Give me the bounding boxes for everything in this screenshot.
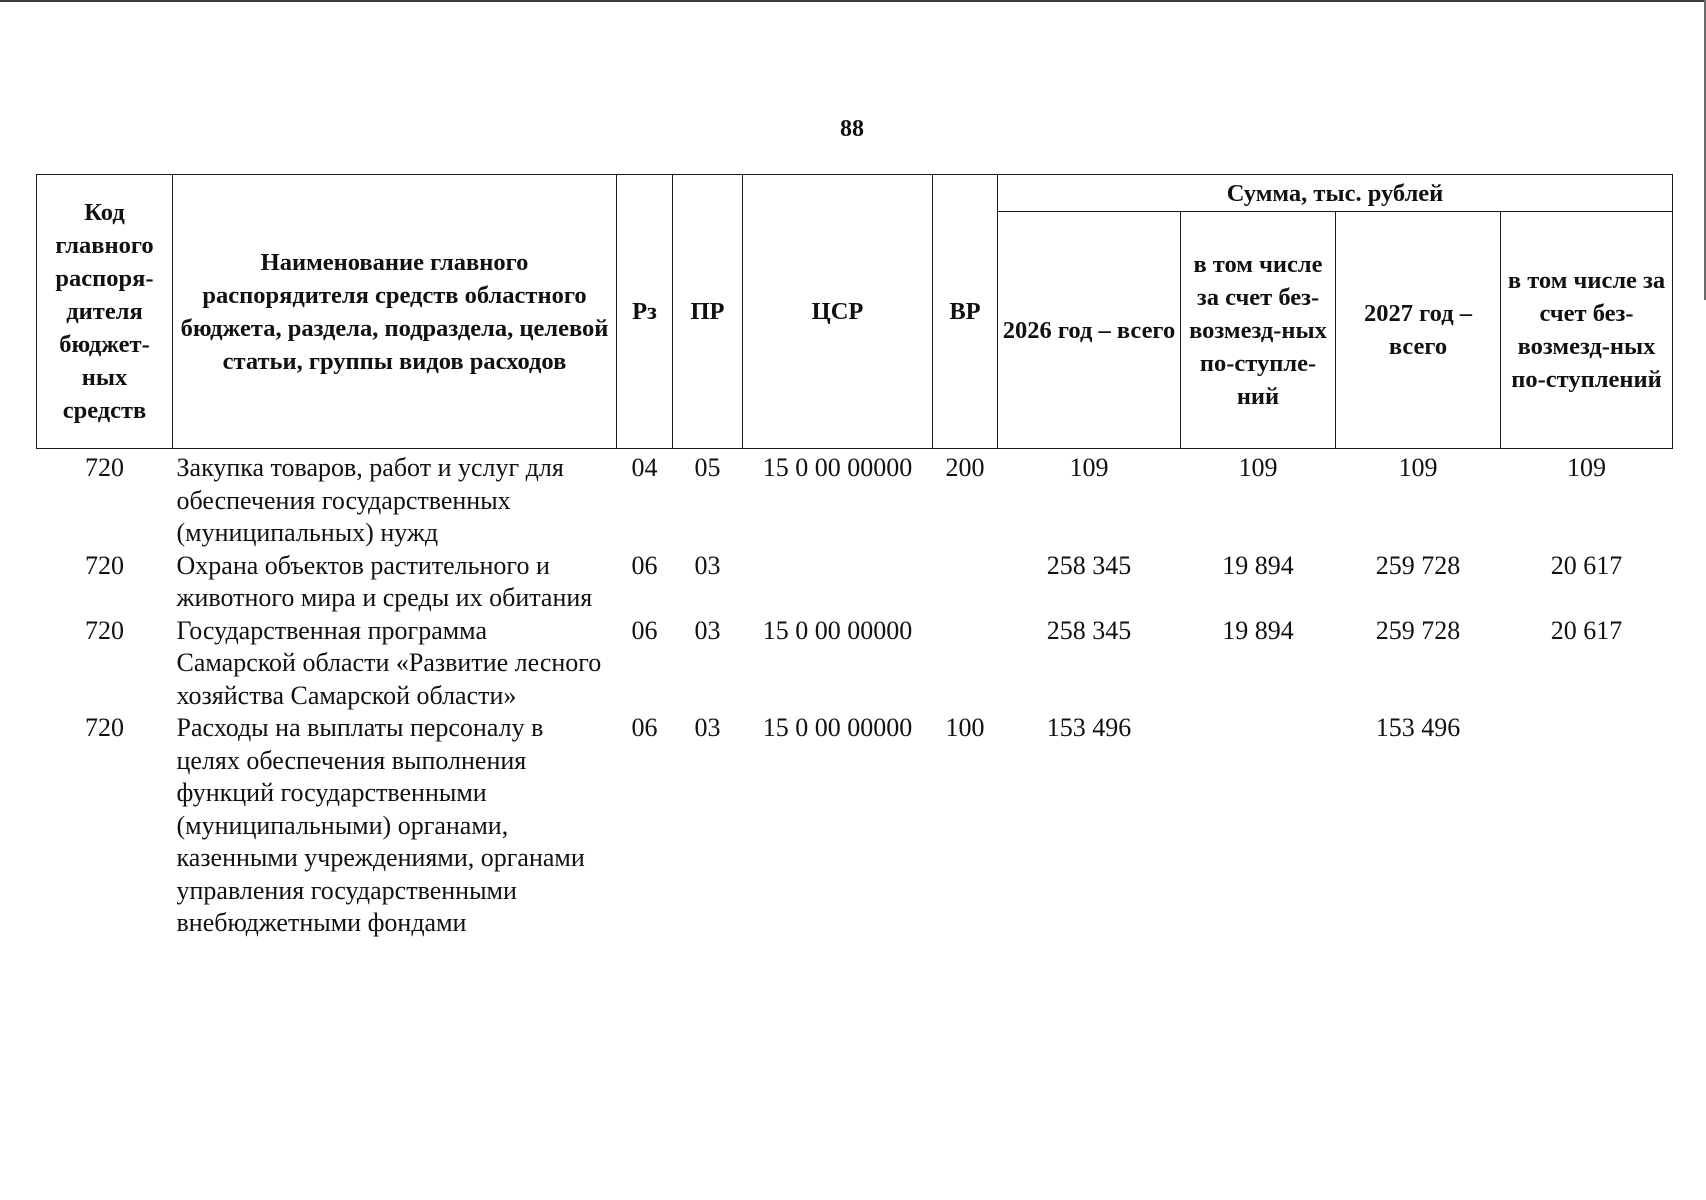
cell-vr: 200 <box>945 453 985 482</box>
page-number: 88 <box>840 116 864 142</box>
header-2027-grants: в том числе за счет без-возмезд-ных по-ступлений <box>1501 212 1673 449</box>
cell-2027-grants: 109 <box>1567 453 1606 482</box>
cell-name: Расходы на выплаты персоналу в целях обеспечения выполнения функций государственными (муниципальными) органами, казенными учреждениями, органами управления государственными внебюджетными фондами <box>176 713 585 937</box>
cell-2027-total: 109 <box>1398 453 1438 482</box>
cell-2027-grants: 20 617 <box>1550 550 1623 580</box>
cell-2026-grants: 19 894 <box>1222 550 1294 580</box>
header-2027-total: 2027 год – всего <box>1336 212 1501 449</box>
table-row <box>37 550 1673 615</box>
header-vr: ВР <box>933 175 998 449</box>
cell-csr: 15 0 00 00000 <box>762 615 913 645</box>
cell-code: 720 <box>85 550 124 580</box>
table-row <box>37 615 1673 713</box>
cell-code: 720 <box>85 453 124 482</box>
cell-pr: 03 <box>694 550 721 580</box>
table-header <box>37 175 1673 449</box>
header-2026-total: 2026 год – всего <box>998 212 1181 449</box>
header-sum: Сумма, тыс. рублей <box>998 175 1673 212</box>
scan-edge-top <box>0 0 1706 2</box>
header-csr: ЦСР <box>743 175 933 449</box>
cell-2027-total: 259 728 <box>1375 550 1461 580</box>
cell-name: Охрана объектов растительного и животного мира и среды их обитания <box>176 550 593 612</box>
cell-csr: 15 0 00 00000 <box>762 713 913 742</box>
cell-vr <box>933 615 998 713</box>
cell-vr <box>933 550 998 615</box>
cell-2026-grants: 109 <box>1238 453 1278 482</box>
cell-2027-grants <box>1501 712 1673 940</box>
cell-rz: 06 <box>631 713 658 742</box>
budget-table <box>36 174 1673 940</box>
cell-rz: 06 <box>631 615 658 645</box>
cell-csr: 15 0 00 00000 <box>762 453 913 482</box>
cell-name: Государственная программа Самарской области «Развитие лесного хозяйства Самарской области» <box>176 615 602 710</box>
cell-pr: 03 <box>694 713 721 742</box>
cell-2026-grants <box>1181 712 1336 940</box>
header-code: Код главного распоря-дителя бюджет-ных средств <box>37 175 173 449</box>
header-rz: Рз <box>617 175 673 449</box>
cell-name: Закупка товаров, работ и услуг для обеспечения государственных (муниципальных) нужд <box>176 453 564 547</box>
cell-pr: 05 <box>694 453 721 482</box>
cell-rz: 04 <box>631 453 658 482</box>
cell-2026-total: 109 <box>1069 453 1109 482</box>
cell-code: 720 <box>85 713 124 742</box>
cell-2026-total: 153 496 <box>1046 713 1132 742</box>
table-body <box>37 449 1673 940</box>
cell-2027-grants: 20 617 <box>1550 615 1623 645</box>
table-row <box>37 449 1673 550</box>
cell-vr: 100 <box>945 713 985 742</box>
cell-pr: 03 <box>694 615 721 645</box>
cell-2026-grants: 19 894 <box>1222 615 1294 645</box>
cell-rz: 06 <box>631 550 658 580</box>
cell-2027-total: 153 496 <box>1375 713 1461 742</box>
cell-2027-total: 259 728 <box>1375 615 1461 645</box>
cell-csr <box>743 550 933 615</box>
table-row <box>37 712 1673 940</box>
cell-2026-total: 258 345 <box>1046 550 1132 580</box>
cell-2026-total: 258 345 <box>1046 615 1132 645</box>
cell-code: 720 <box>85 615 124 645</box>
header-pr: ПР <box>673 175 743 449</box>
header-name: Наименование главного распорядителя средств областного бюджета, раздела, подраздела, целевой статьи, группы видов расходов <box>173 175 617 449</box>
header-2026-grants: в том числе за счет без-возмезд-ных по-ступле-ний <box>1181 212 1336 449</box>
